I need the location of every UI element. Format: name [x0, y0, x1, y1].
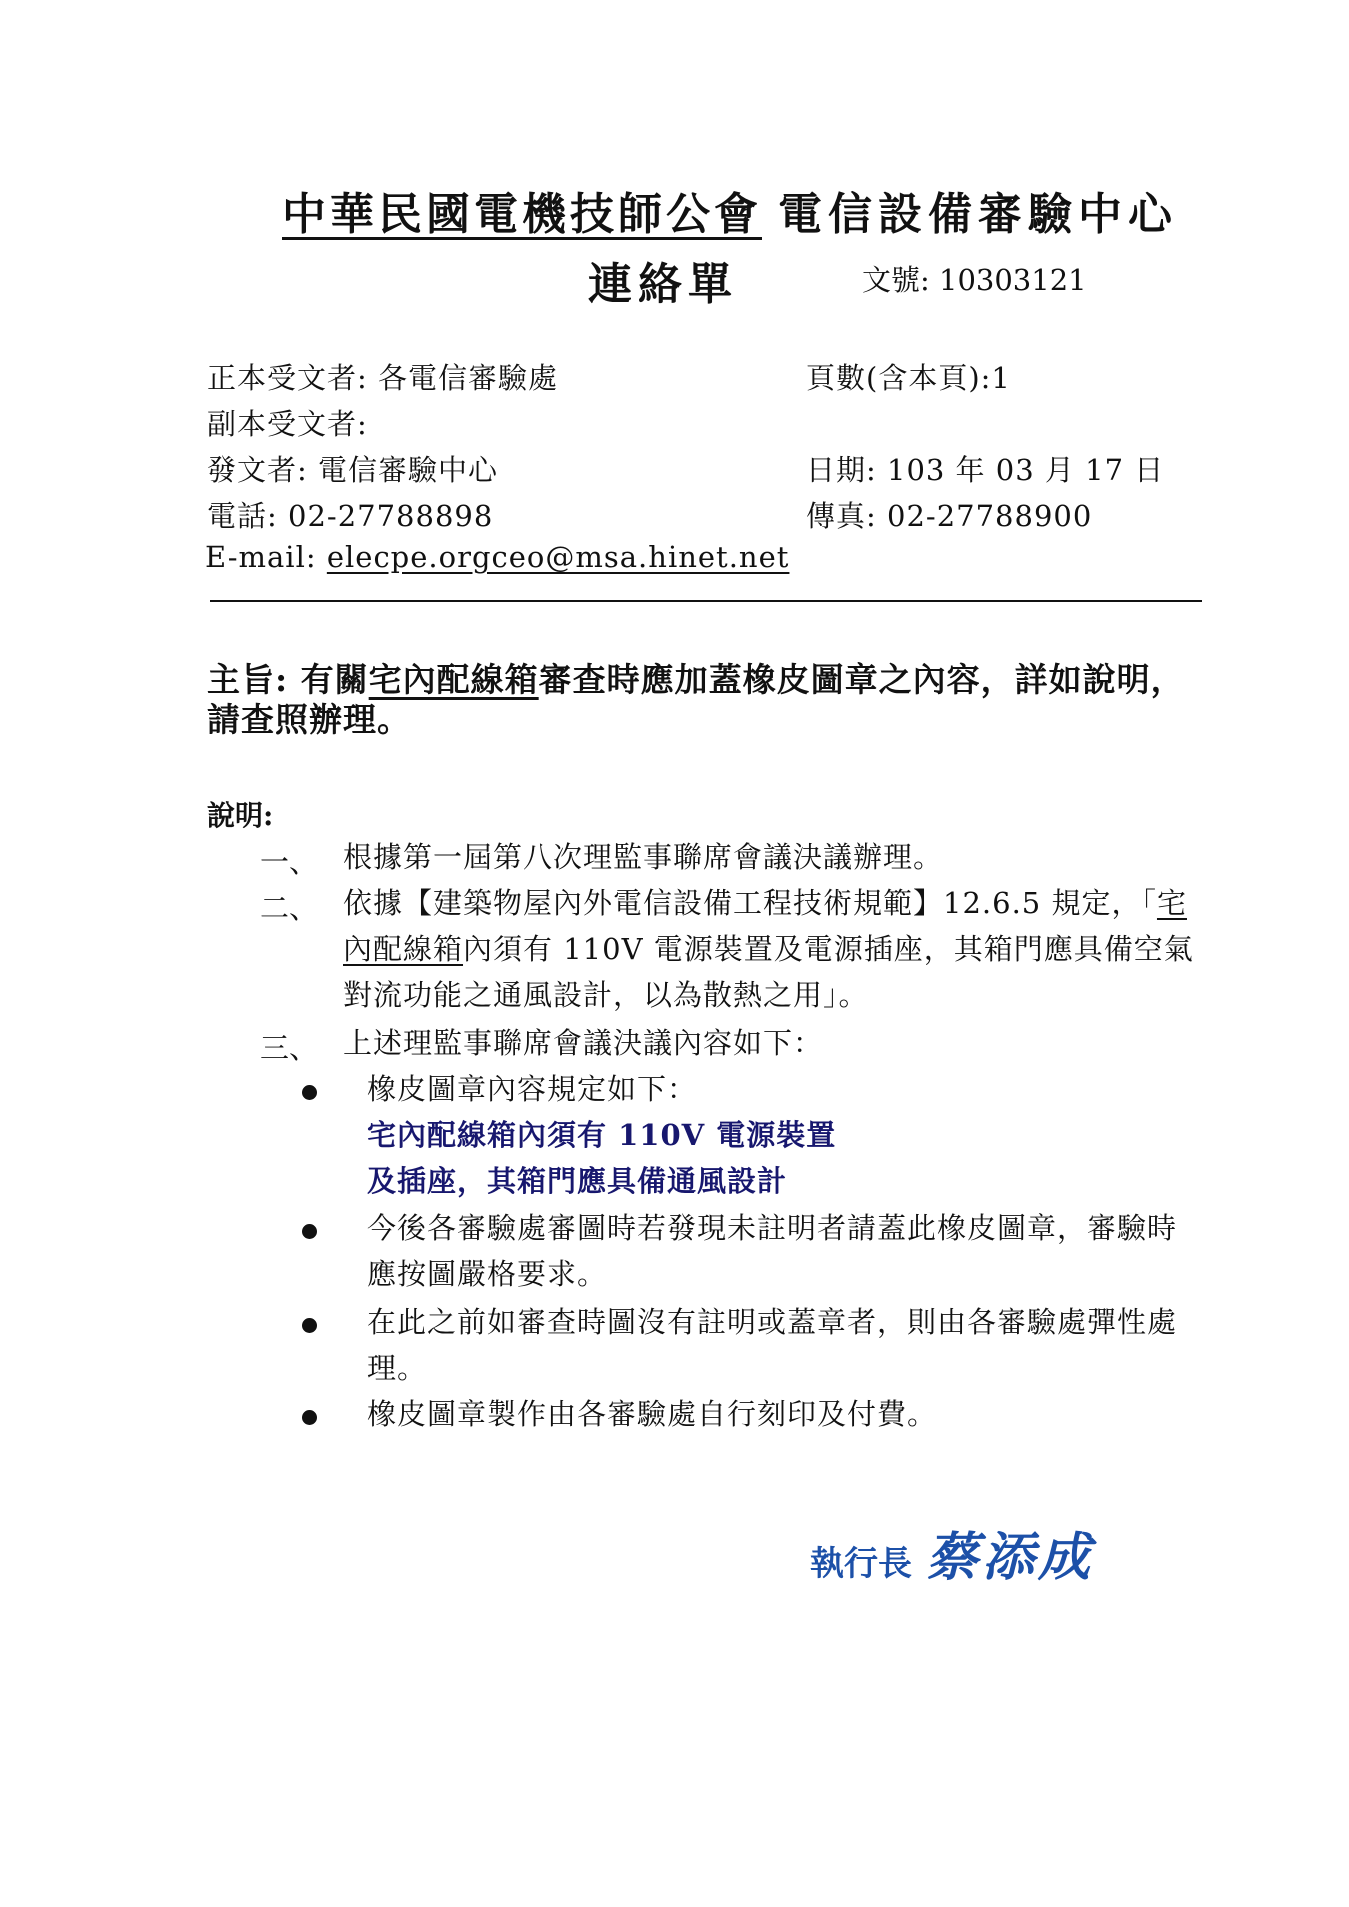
- item-text-3: 上述理監事聯席會議決議內容如下：: [343, 1026, 824, 1060]
- subject-prefix: 主旨: 有關: [207, 660, 369, 699]
- explanation-heading: 說明:: [207, 799, 274, 832]
- bullet-dot: [302, 1224, 317, 1239]
- stamp-line-1: 宅內配線箱內須有 110V 電源裝置: [367, 1118, 837, 1152]
- item-2-after: 內須有 110V 電源裝置及電源插座，其箱門應具備空氣對流功能之通風設計，以為散熱之用」。: [343, 932, 1194, 1012]
- subject-underlined: 宅內配線箱: [368, 660, 539, 699]
- copy-recipient: 副本受文者:: [207, 407, 368, 441]
- item-number-3: 三、: [260, 1031, 319, 1065]
- bullet-text-4: 橡皮圖章製作由各審驗處自行刻印及付費。: [367, 1397, 938, 1431]
- email-line: [205, 540, 789, 574]
- document-number: 文號: 10303121: [862, 263, 1087, 297]
- email-link[interactable]: elecpe.orgceo@msa.hinet.net: [326, 540, 790, 574]
- center-title: 電信設備審驗中心: [778, 189, 1178, 240]
- subject: [207, 660, 1197, 740]
- bullet-dot: [302, 1085, 317, 1100]
- organization-title: 中華民國電機技師公會: [282, 189, 762, 240]
- signature: [810, 1515, 1094, 1590]
- bullet-text-1: 橡皮圖章內容規定如下：: [367, 1072, 698, 1106]
- header-divider: [210, 600, 1202, 602]
- primary-recipient: 正本受文者: 各電信審驗處: [207, 361, 558, 395]
- bullet-dot: [302, 1410, 317, 1425]
- item-number-1: 一、: [260, 845, 319, 879]
- item-text-2: [343, 880, 1208, 1018]
- bullet-text-2: 今後各審驗處審圖時若發現未註明者請蓋此橡皮圖章，審驗時應按圖嚴格要求。: [367, 1211, 1178, 1291]
- bullet-text-3: 在此之前如審查時圖沒有註明或蓋章者，則由各審驗處彈性處理。: [367, 1305, 1178, 1385]
- item-2-underlined: 宅內配線箱: [343, 886, 1187, 966]
- fax: 傳真: 02-27788900: [806, 499, 1093, 533]
- item-2-before: 依據【建築物屋內外電信設備工程技術規範】12.6.5 規定，「: [343, 886, 1157, 920]
- stamp-line-2: 及插座，其箱門應具備通風設計: [367, 1164, 788, 1198]
- email-label: E-mail:: [205, 540, 327, 574]
- bullet-dot: [302, 1318, 317, 1333]
- signature-name: 蔡添成: [926, 1527, 1095, 1588]
- issue-date: 日期: 103 年 03 月 17 日: [806, 453, 1165, 487]
- signature-title: 執行長: [810, 1544, 912, 1584]
- issuer: 發文者: 電信審驗中心: [207, 453, 498, 487]
- form-title: 連絡單: [588, 259, 738, 310]
- subject-rest: 審查時應加蓋橡皮圖章之內容，詳如說明，請查照辦理。: [207, 660, 1185, 739]
- phone: 電話: 02-27788898: [207, 499, 494, 533]
- item-text-1: 根據第一屆第八次理監事聯席會議決議辦理。: [343, 840, 944, 874]
- item-number-2: 二、: [260, 891, 319, 925]
- page-count: 頁數(含本頁):1: [806, 361, 1011, 395]
